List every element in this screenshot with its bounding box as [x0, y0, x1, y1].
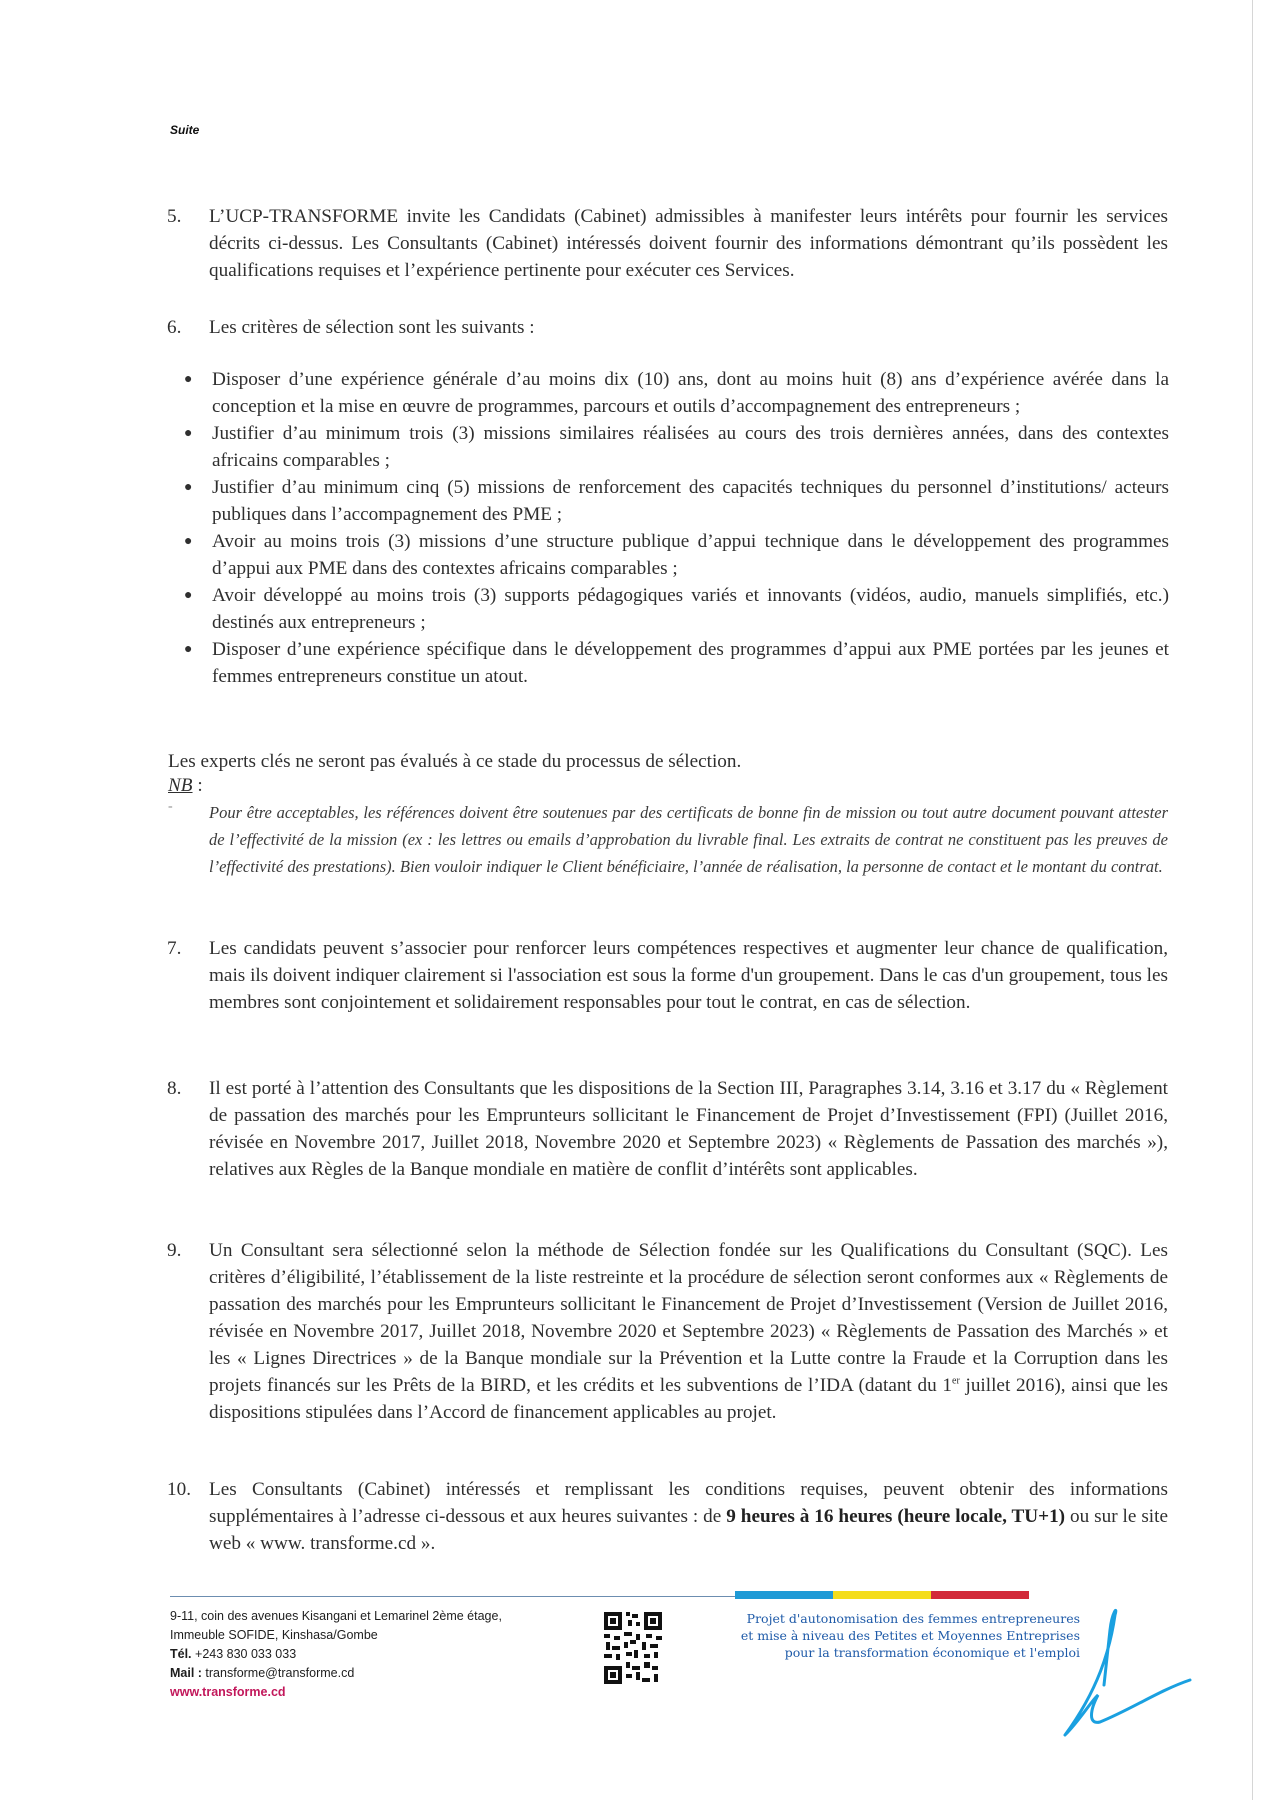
paragraph-number: 6.: [167, 317, 182, 338]
address-line-1: 9-11, coin des avenues Kisangani et Lemarinel 2ème étage,: [170, 1609, 502, 1623]
email: Mail : transforme@transforme.cd: [170, 1666, 355, 1680]
paragraph-9: [168, 1237, 1168, 1426]
footer-address-block: [170, 1607, 502, 1702]
experts-note: Les experts clés ne seront pas évalués à ce stade du processus de sélection.: [168, 751, 742, 772]
address-line-2: Immeuble SOFIDE, Kinshasa/Gombe: [170, 1628, 378, 1642]
project-line-1: Projet d'autonomisation des femmes entrepreneures: [746, 1611, 1080, 1626]
paragraph-number: 8.: [167, 1078, 182, 1099]
paragraph-text: L’UCP-TRANSFORME invite les Candidats (Cabinet) admissibles à manifester leurs intérêts pour fournir les services décrits ci-dessus. Les Consultants (Cabinet) intéressés doivent fournir des informations démontrant qu’ils possèdent les qualifications requises et l’expérience pertinente pour exécuter ces Services.: [209, 206, 1168, 281]
bullet-icon: ●: [184, 480, 193, 495]
paragraph-text: Un Consultant sera sélectionné selon la méthode de Sélection fondée sur les Qualifications du Consultant (SQC). Les critères d’éligibilité, l’établissement de la liste restreinte et la procédure de sélection seront conformes aux « Règlements de passation des marchés pour les Emprunteurs sollicitant le Financement de Projet d’Investissement (Version de Juillet 2016, révisée en Novembre 2017, Juillet 2018, Novembre 2020 et Septembre 2023) « Règlements de Passation des Marchés » et les « Lignes Directrices » de la Banque mondiale sur la Prévention et la Lutte contre la Fraude et la Corruption dans les projets financés sur les Prêts de la BIRD, et les crédits et les subventions de l’IDA (datant du 1er juillet 2016), ainsi que les dispositions stipulées dans l’Accord de financement applicables au projet.: [209, 1240, 1168, 1423]
paragraph-6: [168, 314, 1168, 341]
paragraph-10: [168, 1476, 1168, 1557]
paragraph-number: 10.: [167, 1479, 191, 1500]
flag-stripe-red: [931, 1591, 1029, 1599]
dash-bullet-icon: -: [168, 799, 173, 814]
paragraph-8: [168, 1075, 1168, 1183]
bullet-icon: ●: [184, 426, 193, 441]
superscript: er: [952, 1375, 960, 1387]
criteria-item: ● Disposer d’une expérience générale d’au moins dix (10) ans, dont au moins huit (8) ans d’expérience avérée dans la conception et la mise en œuvre de programmes, parcours et outils d’accompagnement des entrepreneurs ;: [184, 366, 1169, 420]
signature-icon: [1060, 1590, 1272, 1770]
nb-note: [168, 799, 1168, 880]
nb-colon: :: [192, 775, 203, 796]
project-line-2: et mise à niveau des Petites et Moyennes Entreprises: [740, 1628, 1080, 1643]
criteria-item: ● Avoir développé au moins trois (3) supports pédagogiques variés et innovants (vidéos, audio, manuels simplifiés, etc.) destinés aux entrepreneurs ;: [184, 582, 1169, 636]
paragraph-text: Les Consultants (Cabinet) intéressés et remplissant les conditions requises, peuvent obtenir des informations supplémentaires à l’adresse ci-dessous et aux heures suivantes : de 9 heures à 16 heures (heure locale, TU+1) ou sur le site web « www. transforme.cd ».: [209, 1479, 1168, 1554]
paragraph-5: [168, 203, 1168, 284]
qr-code-icon: [604, 1612, 662, 1684]
page-edge-divider: [1252, 0, 1253, 1800]
nb-text: Pour être acceptables, les références doivent être soutenues par des certificats de bonne fin de mission ou tout autre document pouvant attester de l’effectivité de la mission (ex : les lettres ou emails d’approbation du livrable final. Les extraits de contrat ne constituent pas les preuves de l’effectivité des prestations). Bien vouloir indiquer le Client bénéficiaire, l’année de réalisation, la personne de contact et le montant du contrat.: [209, 803, 1168, 876]
paragraph-number: 7.: [167, 938, 182, 959]
criteria-item: ● Avoir au moins trois (3) missions d’une structure publique d’appui technique dans le développement des programmes d’appui aux PME dans des contextes africains comparables ;: [184, 528, 1169, 582]
office-hours: 9 heures à 16 heures (heure locale, TU+1): [726, 1506, 1066, 1527]
flag-stripe-yellow: [833, 1591, 931, 1599]
website-link[interactable]: www.transforme.cd: [170, 1685, 286, 1699]
continuation-label: Suite: [170, 123, 200, 137]
project-line-3: pour la transformation économique et l'emploi: [784, 1645, 1080, 1660]
project-description: [700, 1610, 1080, 1661]
paragraph-number: 9.: [167, 1240, 182, 1261]
paragraph-text: Les critères de sélection sont les suivants :: [209, 317, 535, 338]
nb-label: NB: [168, 775, 193, 796]
bullet-icon: ●: [184, 534, 193, 549]
flag-stripe-blue: [735, 1591, 833, 1599]
paragraph-7: [168, 935, 1168, 1016]
bullet-icon: ●: [184, 588, 193, 603]
phone: Tél. +243 830 033 033: [170, 1647, 297, 1661]
paragraph-number: 5.: [167, 206, 182, 227]
criteria-item: ● Disposer d’une expérience spécifique dans le développement des programmes d’appui aux PME portées par les jeunes et femmes entrepreneurs constitue un atout.: [184, 636, 1169, 690]
paragraph-text: Les candidats peuvent s’associer pour renforcer leurs compétences respectives et augmenter leur chance de qualification, mais ils doivent indiquer clairement si l'association est sous la forme d'un groupement. Dans le cas d'un groupement, tous les membres sont conjointement et solidairement responsables pour tout le contrat, en cas de sélection.: [209, 938, 1168, 1013]
criteria-item: ● Justifier d’au minimum trois (3) missions similaires réalisées au cours des trois dernières années, dans des contextes africains comparables ;: [184, 420, 1169, 474]
bullet-icon: ●: [184, 642, 193, 657]
nb-heading: [168, 772, 203, 799]
paragraph-text: Il est porté à l’attention des Consultants que les dispositions de la Section III, Paragraphes 3.14, 3.16 et 3.17 du « Règlement de passation des marchés pour les Emprunteurs sollicitant le Financement de Projet d’Investissement (FPI) (Juillet 2016, révisée en Novembre 2017, Juillet 2018, Novembre 2020 et Septembre 2023) « Règlements de Passation des marchés »), relatives aux Règles de la Banque mondiale en matière de conflit d’intérêts sont applicables.: [209, 1078, 1168, 1180]
criteria-item: ● Justifier d’au minimum cinq (5) missions de renforcement des capacités techniques du personnel d’institutions/ acteurs publiques dans l’accompagnement des PME ;: [184, 474, 1169, 528]
selection-criteria-list: [184, 366, 1169, 690]
footer-divider: [170, 1596, 735, 1597]
bullet-icon: ●: [184, 372, 193, 387]
